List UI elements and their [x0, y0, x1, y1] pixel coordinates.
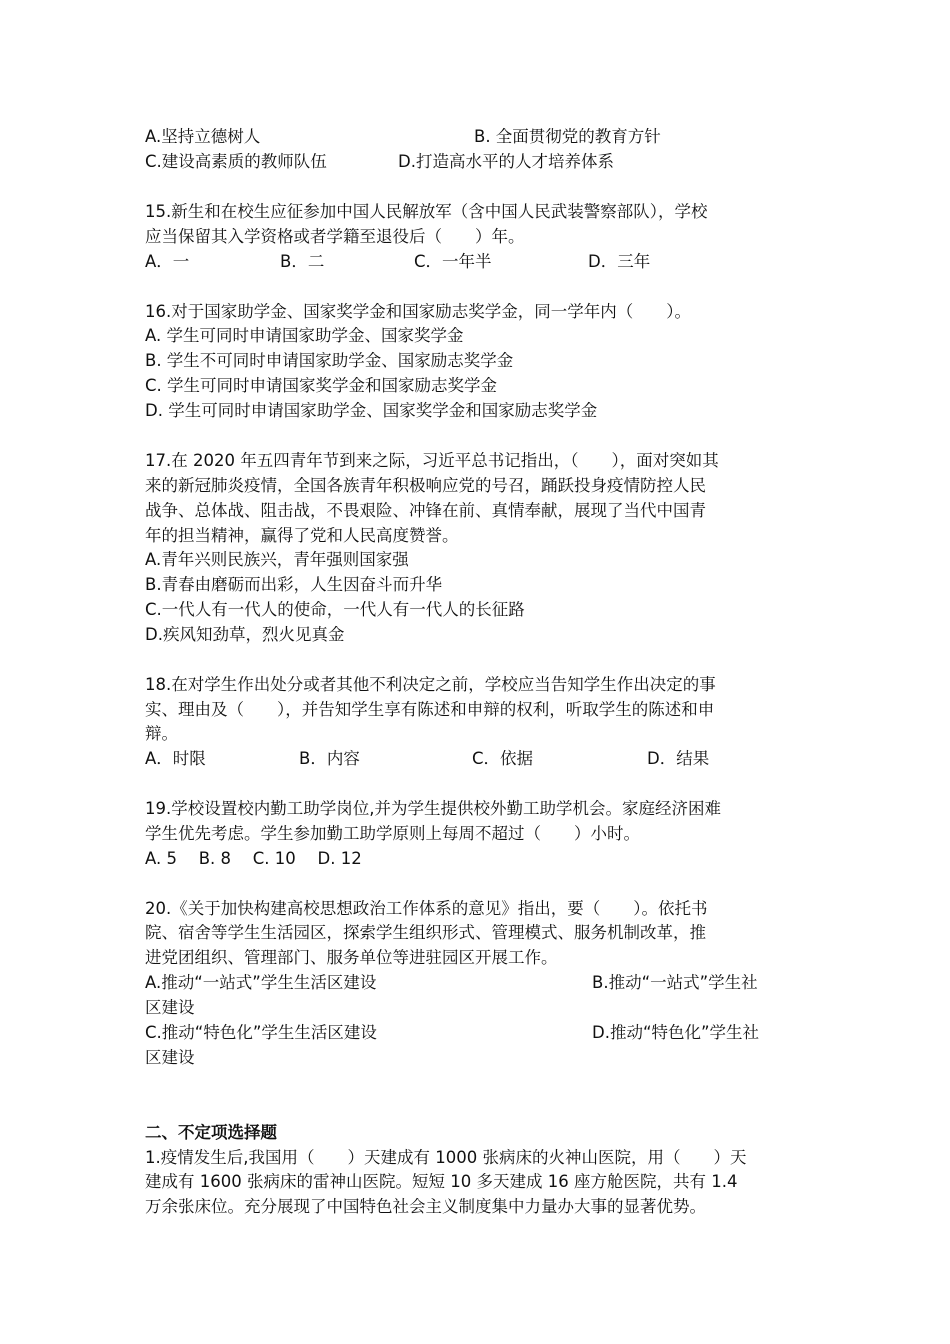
q17-option-b: B.青春由磨砺而出彩，人生因奋斗而升华 — [145, 575, 443, 594]
q18-stem-line2: 实、理由及（ ），并告知学生享有陈述和申辩的权利，听取学生的陈述和申 — [145, 700, 715, 719]
q15-stem-line2: 应当保留其入学资格或者学籍至退役后（ ）年。 — [145, 227, 525, 246]
q20-option-b: B.推动“一站式”学生社 — [592, 973, 758, 992]
q20-option-d: D.推动“特色化”学生社 — [592, 1023, 760, 1042]
q17-stem-line3: 战争、总体战、阻击战，不畏艰险、冲锋在前、真情奉献，展现了当代中国青 — [145, 501, 706, 520]
q17-option-c: C.一代人有一代人的使命，一代人有一代人的长征路 — [145, 600, 525, 619]
q16-option-d: D. 学生可同时申请国家助学金、国家奖学金和国家励志奖学金 — [145, 401, 598, 420]
q16-option-a: A. 学生可同时申请国家助学金、国家奖学金 — [145, 326, 464, 345]
q17-stem-line2: 来的新冠肺炎疫情，全国各族青年积极响应党的号召，踊跃投身疫情防控人民 — [145, 476, 706, 495]
q19-options: A. 5 B. 8 C. 10 D. 12 — [145, 849, 362, 868]
q18-stem-line1: 18.在对学生作出处分或者其他不利决定之前，学校应当告知学生作出决定的事 — [145, 675, 716, 694]
q16-option-b: B. 学生不可同时申请国家助学金、国家励志奖学金 — [145, 351, 514, 370]
q20-option-a: A.推动“一站式”学生生活区建设 — [145, 973, 377, 992]
q20-stem-line1: 20.《关于加快构建高校思想政治工作体系的意见》指出，要（ ）。依托书 — [145, 899, 708, 918]
q14-option-b: B. 全面贯彻党的教育方针 — [474, 127, 661, 146]
q15-option-a: A．一 — [145, 252, 190, 271]
section-heading: 二、不定项选择题 — [145, 1123, 277, 1142]
q17-stem-line1: 17.在 2020 年五四青年节到来之际，习近平总书记指出，（ ），面对突如其 — [145, 451, 719, 470]
q14-option-a: A.坚持立德树人 — [145, 127, 261, 146]
s2-q1-line1: 1.疫情发生后,我国用（ ）天建成有 1000 张病床的火神山医院，用（ ）天 — [145, 1148, 747, 1167]
q15-stem-line1: 15.新生和在校生应征参加中国人民解放军（含中国人民武装警察部队），学校 — [145, 202, 708, 221]
q14-option-c: C.建设高素质的教师队伍 — [145, 152, 327, 171]
q15-option-d: D．三年 — [588, 252, 651, 271]
q17-option-d: D.疾风知劲草，烈火见真金 — [145, 625, 345, 644]
q16-option-c: C. 学生可同时申请国家奖学金和国家励志奖学金 — [145, 376, 498, 395]
q18-option-c: C．依据 — [472, 749, 534, 768]
q20-stem-line3: 进党团组织、管理部门、服务单位等进驻园区开展工作。 — [145, 948, 558, 967]
q16-stem-line1: 16.对于国家助学金、国家奖学金和国家励志奖学金，同一学年内（ ）。 — [145, 302, 691, 321]
q19-stem-line2: 学生优先考虑。学生参加勤工助学原则上每周不超过（ ）小时。 — [145, 824, 640, 843]
q20-option-cd-wrap: 区建设 — [145, 1048, 195, 1067]
q20-option-ab-wrap: 区建设 — [145, 998, 195, 1017]
q15-option-b: B．二 — [280, 252, 325, 271]
q19-stem-line1: 19.学校设置校内勤工助学岗位,并为学生提供校外勤工助学机会。家庭经济困难 — [145, 799, 721, 818]
s2-q1-line3: 万余张床位。充分展现了中国特色社会主义制度集中力量办大事的显著优势。 — [145, 1197, 706, 1216]
q18-option-b: B．内容 — [299, 749, 360, 768]
s2-q1-line2: 建成有 1600 张病床的雷神山医院。短短 10 多天建成 16 座方舱医院，共有 1.4 — [145, 1172, 738, 1191]
q15-option-c: C．一年半 — [414, 252, 492, 271]
q14-option-d: D.打造高水平的人才培养体系 — [398, 152, 614, 171]
q20-stem-line2: 院、宿舍等学生生活园区，探索学生组织形式、管理模式、服务机制改革，推 — [145, 923, 706, 942]
q20-option-c: C.推动“特色化”学生生活区建设 — [145, 1023, 377, 1042]
q18-option-d: D．结果 — [647, 749, 710, 768]
q18-stem-line3: 辩。 — [145, 724, 178, 743]
q17-option-a: A.青年兴则民族兴，青年强则国家强 — [145, 550, 409, 569]
q18-option-a: A．时限 — [145, 749, 206, 768]
q17-stem-line4: 年的担当精神，赢得了党和人民高度赞誉。 — [145, 526, 459, 545]
